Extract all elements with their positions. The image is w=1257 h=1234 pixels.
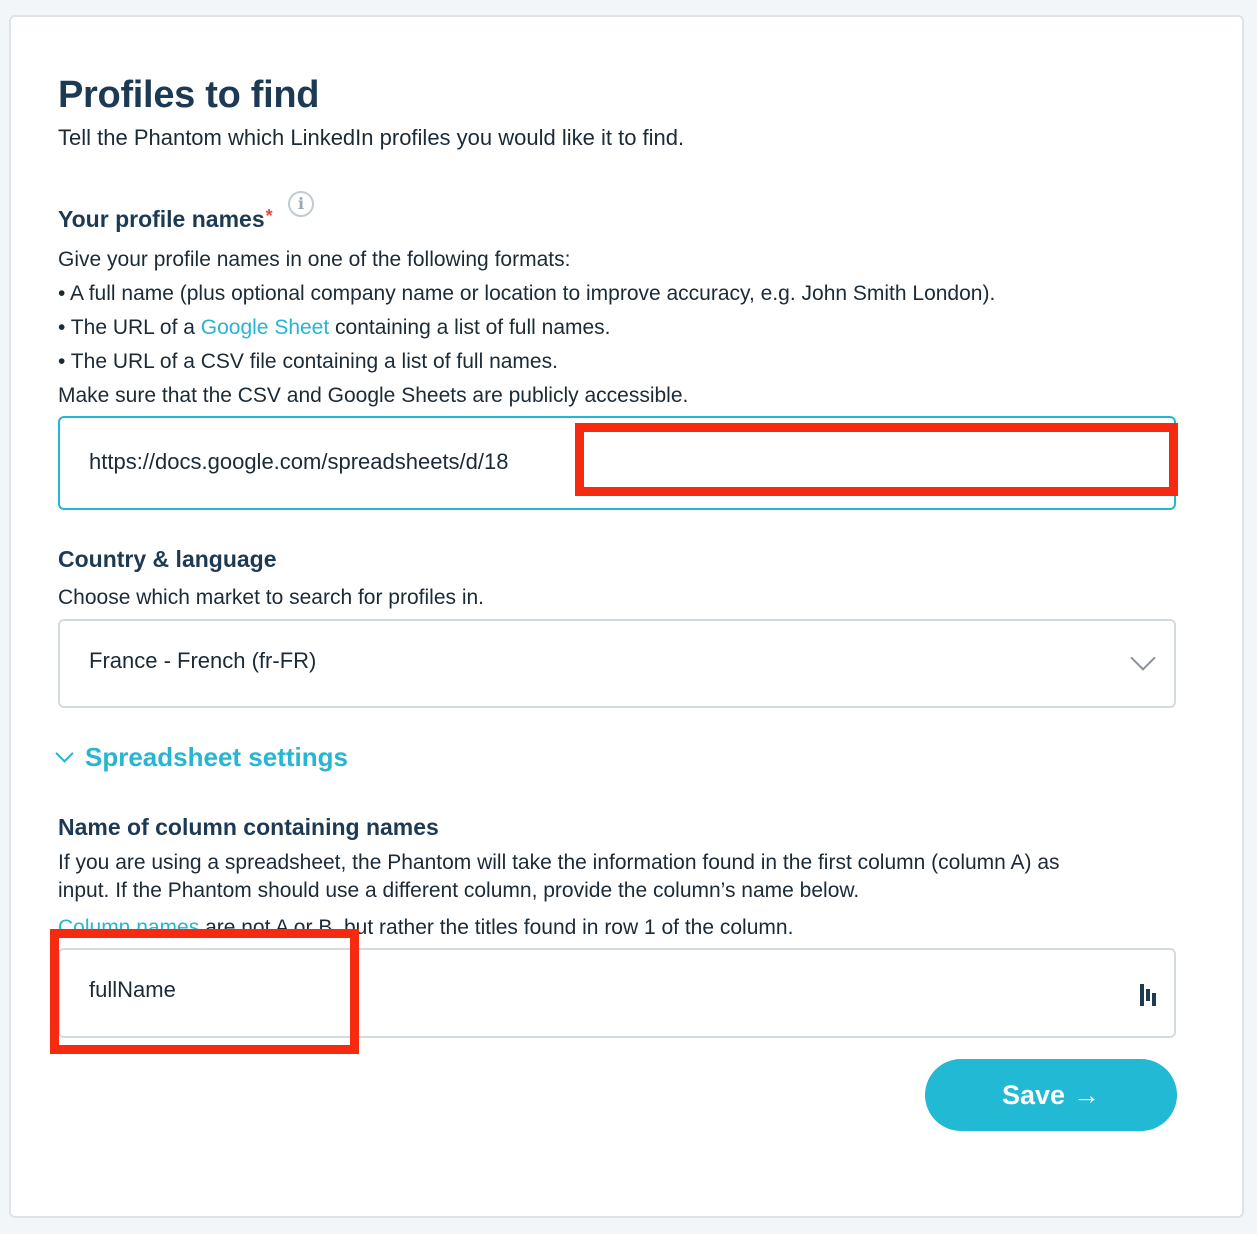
redaction-box bbox=[575, 423, 1178, 496]
country-description: Choose which market to search for profiles in. bbox=[58, 586, 485, 609]
save-button-label: Save bbox=[1001, 1079, 1066, 1110]
phantombuster-icon[interactable] bbox=[1138, 982, 1160, 1008]
column-name-label: Name of column containing names bbox=[58, 814, 439, 840]
country-selected-value: France - French (fr-FR) bbox=[89, 648, 317, 673]
column-name-description bbox=[58, 849, 1060, 905]
country-label: Country & language bbox=[58, 546, 277, 572]
page-title: Profiles to find bbox=[58, 74, 320, 116]
accessibility-note: Make sure that the CSV and Google Sheets are publicly accessible. bbox=[58, 384, 689, 407]
arrow-right-icon: → bbox=[1073, 1079, 1101, 1110]
column-description-line: If you are using a spreadsheet, the Phantom will take the information found in the first column (column A) as bbox=[58, 851, 1060, 874]
profile-names-intro: Give your profile names in one of the following formats: bbox=[58, 248, 571, 271]
column-name-input-value: fullName bbox=[89, 977, 176, 1002]
highlight-box bbox=[50, 929, 359, 1054]
save-button[interactable] bbox=[925, 1059, 1177, 1131]
info-icon[interactable]: i bbox=[288, 191, 314, 217]
profile-names-description bbox=[58, 243, 995, 413]
country-select[interactable] bbox=[58, 619, 1176, 708]
column-description-line: input. If the Phantom should use a different column, provide the column’s name below. bbox=[58, 879, 860, 902]
page-subtitle: Tell the Phantom which LinkedIn profiles you would like it to find. bbox=[58, 125, 685, 150]
spreadsheet-settings-label: Spreadsheet settings bbox=[85, 742, 348, 772]
column-hint-text: are not A or B, but rather the titles found in row 1 of the column. bbox=[199, 916, 794, 939]
format-bullet bbox=[58, 311, 995, 345]
column-names-link[interactable]: Column names bbox=[58, 916, 200, 939]
bullet-text: containing a list of full names. bbox=[329, 316, 611, 339]
format-bullet: • The URL of a CSV file containing a list of full names. bbox=[58, 350, 558, 373]
profile-names-input-value: https://docs.google.com/spreadsheets/d/18 bbox=[89, 449, 509, 474]
bullet-text: • The URL of a bbox=[58, 316, 201, 339]
profile-names-label bbox=[58, 206, 273, 233]
profile-names-label-text: Your profile names bbox=[58, 206, 265, 232]
format-bullet: • A full name (plus optional company name or location to improve accuracy, e.g. John Smith London). bbox=[58, 282, 996, 305]
required-marker: * bbox=[265, 206, 273, 226]
chevron-down-icon bbox=[1130, 645, 1155, 670]
google-sheet-link[interactable]: Google Sheet bbox=[200, 316, 330, 339]
spreadsheet-settings-toggle[interactable] bbox=[52, 742, 348, 773]
chevron-down-icon bbox=[55, 744, 73, 762]
